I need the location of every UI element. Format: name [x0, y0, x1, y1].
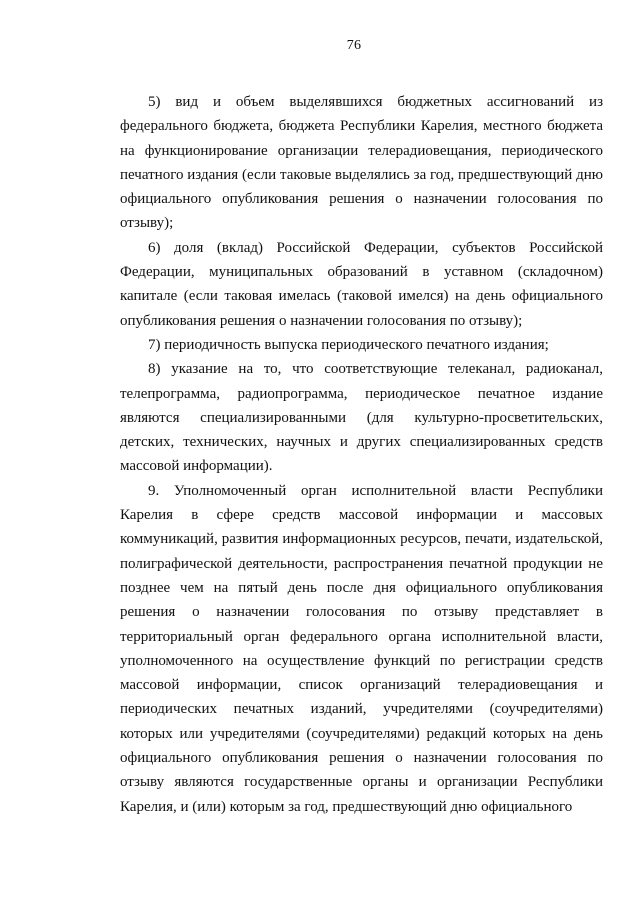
document-body — [120, 90, 603, 819]
paragraph-item-5: 5) вид и объем выделявшихся бюджетных ассигнований из федерального бюджета, бюджета Республики Карелия, местного бюджета на функционирование организации телерадиовещания, периодического печатного издания (если таковые выделялись за год, предшествующий дню официального опубликования решения о назначении голосования по отзыву); — [120, 94, 603, 232]
paragraph-item-8: 8) указание на то, что соответствующие телеканал, радиоканал, телепрограмма, радиопрограмма, периодическое печатное издание являются специализированными (для культурно-просветительских, детских, технических, научных и других специализированных средств массовой информации). — [120, 361, 603, 475]
paragraph-item-7: 7) периодичность выпуска периодического печатного издания; — [148, 336, 549, 353]
paragraph-section-9: 9. Уполномоченный орган исполнительной власти Республики Карелия в сфере средств массовой информации и массовых коммуникаций, развития информационных ресурсов, печати, издательской, полиграфической деятельности, распространения печатной продукции не позднее чем на пятый день после дня официального опубликования решения о назначении голосования по отзыву представляет в территориальный орган федерального органа исполнительной власти, уполномоченного на осуществление функций по регистрации средств массовой информации, список организаций телерадиовещания и периодических печатных изданий, учредителями (соучредителями) которых или учредителями (соучредителями) редакций которых на день официального опубликования решения о назначении голосования по отзыву являются государственные органы и организации Республики Карелия, и (или) которым за год, предшествующий дню официального — [120, 482, 603, 815]
paragraph-item-6: 6) доля (вклад) Российской Федерации, субъектов Российской Федерации, муниципальных образований в уставном (складочном) капитале (если таковая имелась (таковой имелся) на день официального опубликования решения о назначении голосования по отзыву); — [120, 239, 603, 329]
page-number: 76 — [346, 38, 362, 53]
